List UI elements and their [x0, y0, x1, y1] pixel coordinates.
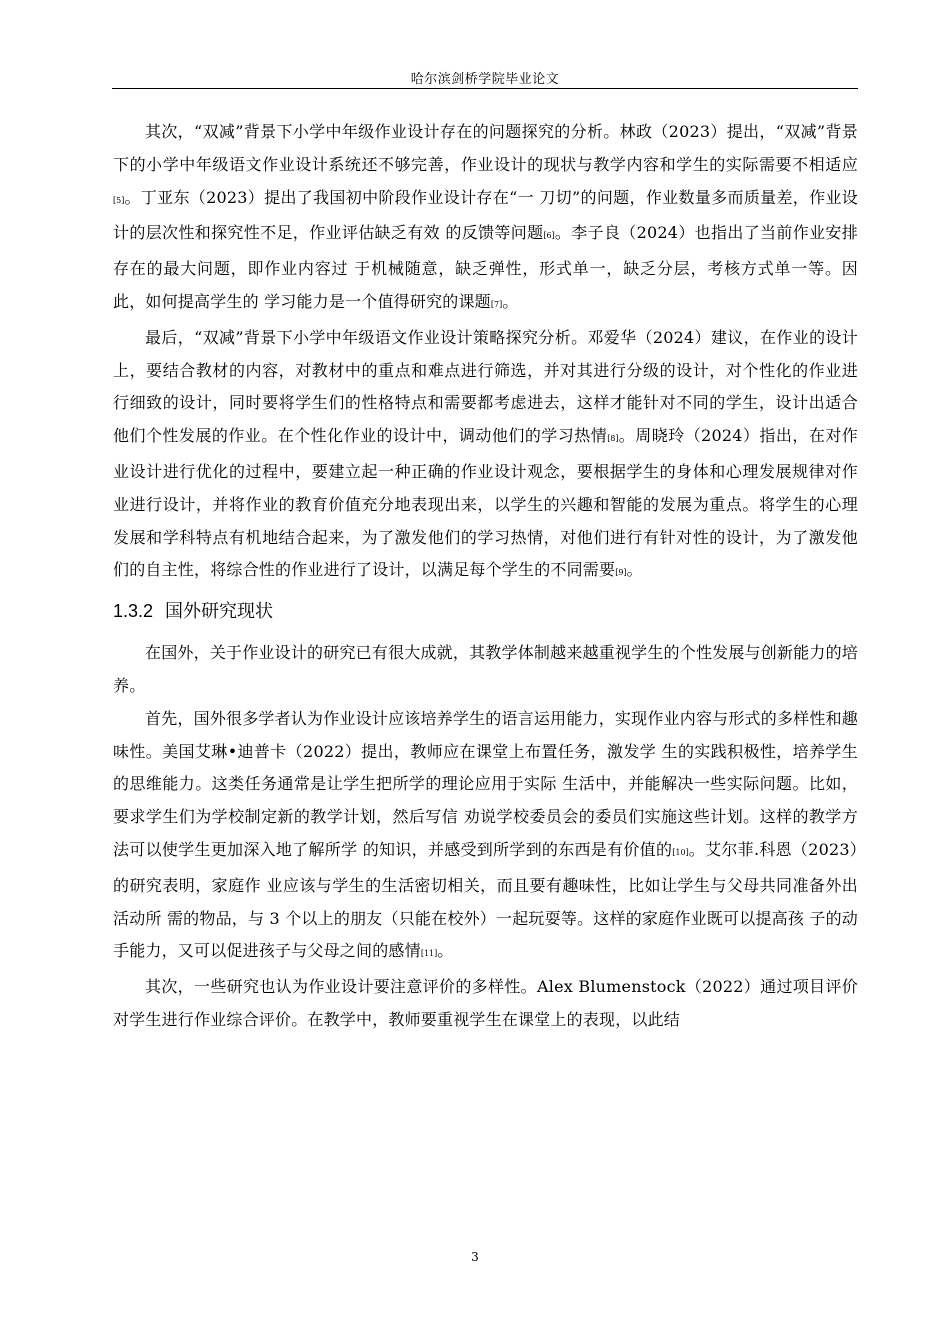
citation-ref: [6] — [543, 231, 555, 241]
citation-ref: [7] — [490, 299, 503, 309]
paragraph-text: 。丁亚东（2023）提出了我国初中阶段作业设计存在“一 刀切”的问题，作业数量多而质量差，作业设计的层次性和探究性不足，作业评估缺乏有效 的反馈等问题 — [113, 187, 858, 243]
citation-ref: [10] — [672, 847, 689, 857]
citation-ref: [8] — [607, 434, 619, 444]
paragraph-foreign-intro — [113, 637, 858, 703]
paragraph-problems — [113, 116, 858, 322]
paragraph-text: 最后，“双减”背景下小学中年级语文作业设计策略探究分析。邓爱华（2024）建议，在作业的设计上，要结合教材的内容，对教材中的重点和难点进行筛选，并对其进行分级的设计，对个性化的作业进行细致的设计，同时要将学生们的性格特点和需要都考虑进去，这样才能针对不同的学生，设计出适合他们个性发展的作业。在个性化作业的设计中，调动他们的学习热情 — [113, 327, 858, 446]
citation-ref: [9] — [615, 568, 627, 578]
running-header: 哈尔滨剑桥学院毕业论文 — [410, 72, 560, 87]
section-number: 1.3.2 — [113, 601, 154, 622]
paragraph-foreign-evaluation — [113, 971, 858, 1037]
section-title-text: 国外研究现状 — [165, 601, 274, 623]
citation-ref: [5] — [113, 195, 125, 205]
page-number: 3 — [471, 1250, 479, 1264]
paragraph-text: 在国外，关于作业设计的研究已有很大成就，其教学体制越来越重视学生的个性发展与创新能力的培养。 — [113, 643, 858, 695]
paragraph-text: 其次，“双减”背景下小学中年级作业设计存在的问题探究的分析。林政（2023）提出，“双减”背景下的小学中年级语文作业设计系统还不够完善，作业设计的现状与教学内容和学生的实际需要不相适应 — [113, 122, 858, 174]
header-rule — [112, 88, 858, 89]
paragraph-text: 。周晓玲（2024）指出，在对作业设计进行优化的过程中，要建立起一种正确的作业设计观念，要根据学生的身体和心理发展规律对作业进行设计，并将作业的教育价值充分地表现出来，以学生的兴趣和智能的发展为重点。将学生的心理发展和学科特点有机地结合起来，为了激发他们的学习热情，对他们进行有针对性的设计，为了激发他们的自主性，将综合性的作业进行了设计，以满足每个学生的不同需要 — [113, 426, 858, 580]
paragraph-text: 。 — [626, 560, 643, 580]
paragraph-text: 。李子良（2024）也指出了当前作业安排存在的最大问题，即作业内容过 于机械随意，缺乏弹性，形式单一，缺乏分层，考核方式单一等。因此，如何提高学生的 学习能力是一个值得研究的课题 — [113, 223, 858, 311]
paragraph-strategies — [113, 322, 858, 590]
citation-ref: [11] — [420, 949, 438, 959]
paragraph-foreign-language — [113, 703, 858, 971]
section-heading — [113, 594, 858, 629]
paragraph-text: 首先，国外很多学者认为作业设计应该培养学生的语言运用能力，实现作业内容与形式的多样性和趣味性。美国艾琳•迪普卡（2022）提出，教师应在课堂上布置任务，激发学 生的实践积极性，培养学生的思维能力。这类任务通常是让学生把所学的理论应用于实际 生活中，并能解决一些实际问题。比如，要求学生们为学校制定新的教学计划，然后写信 劝说学校委员会的委员们实施这些计划。这样的教学方法可以使学生更加深入地了解所学 的知识，并感受到所学到的东西是有价值的 — [113, 708, 858, 859]
paragraph-text: 。 — [437, 941, 454, 961]
paragraph-text: 。 — [502, 291, 519, 311]
page-body — [113, 116, 858, 1037]
paragraph-text: 其次，一些研究也认为作业设计要注意评价的多样性。Alex Blumenstock（2022）通过项目评价对学生进行作业综合评价。在教学中，教师要重视学生在课堂上的表现，以此结 — [113, 977, 858, 1029]
paragraph-text: 。艾尔菲.科恩（2023）的研究表明，家庭作 业应该与学生的生活密切相关，而且要有趣味性，比如让学生与父母共同准备外出活动所 需的物品，与 3 个以上的朋友（只能在校外）一起玩耍等。这样的家庭作业既可以提高孩 子的动手能力，又可以促进孩子与父母之间的感情 — [113, 839, 858, 961]
